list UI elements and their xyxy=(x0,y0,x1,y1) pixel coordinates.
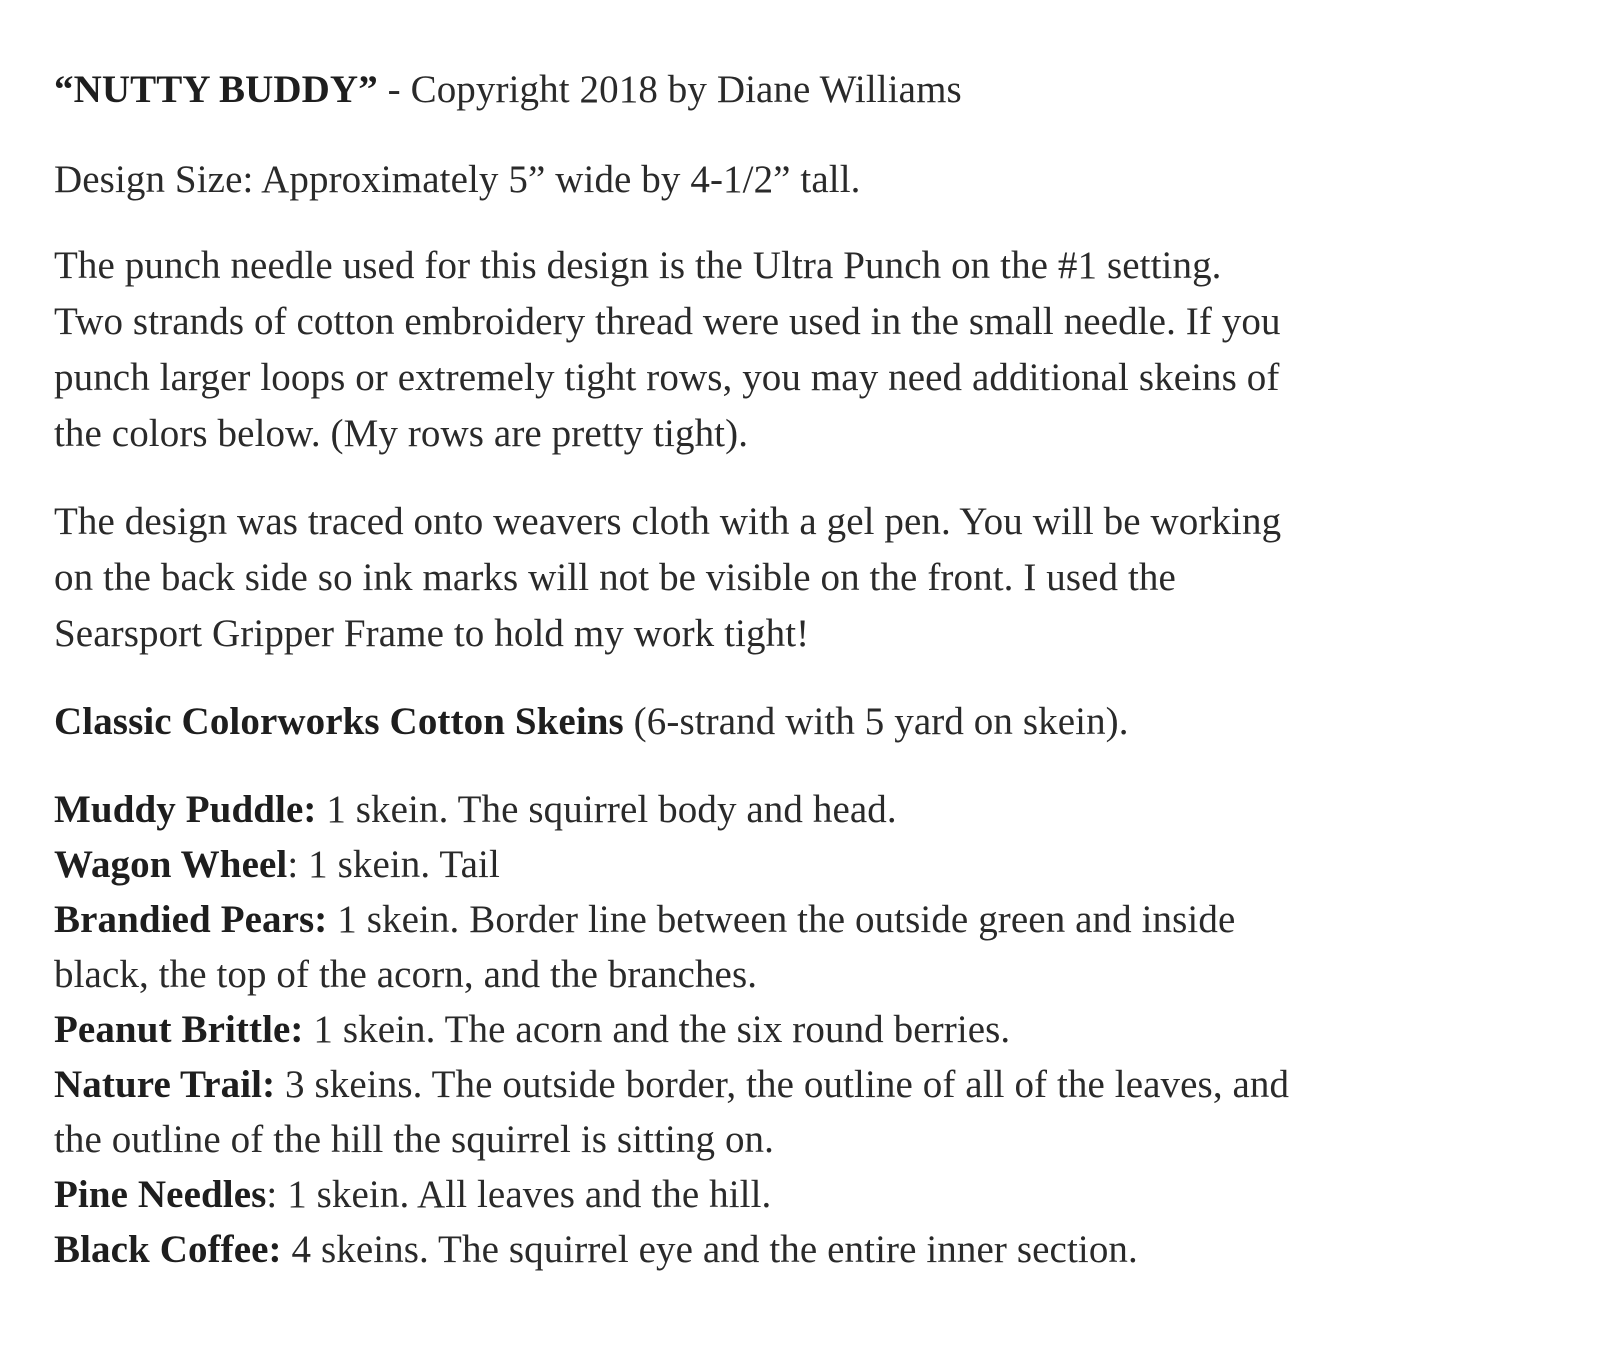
tracing-paragraph-line: Searsport Gripper Frame to hold my work tight! xyxy=(54,612,810,655)
color-usage: 1 skein. Border line between the outside green and inside xyxy=(327,898,1236,941)
skeins-heading-bold: Classic Colorworks Cotton Skeins xyxy=(54,700,624,743)
tracing-paragraph xyxy=(54,494,1554,662)
color-item-nature-trail xyxy=(54,1057,1554,1112)
color-item-black-coffee xyxy=(54,1222,1554,1277)
title-line xyxy=(54,62,1554,118)
color-usage: 4 skeins. The squirrel eye and the entire inner section. xyxy=(281,1228,1138,1271)
color-name: Pine Needles xyxy=(54,1173,267,1216)
skeins-heading-detail: (6-strand with 5 yard on skein). xyxy=(623,700,1129,743)
color-name: Muddy Puddle: xyxy=(54,788,317,831)
color-item-peanut-brittle xyxy=(54,1002,1554,1057)
tracing-paragraph-line: on the back side so ink marks will not be visible on the front. I used the xyxy=(54,556,1176,599)
color-usage: 3 skeins. The outside border, the outline of all of the leaves, and xyxy=(275,1063,1290,1106)
color-usage: 1 skein. The acorn and the six round berries. xyxy=(303,1008,1011,1051)
color-usage-continued: black, the top of the acorn, and the branches. xyxy=(54,953,758,996)
color-item-pine-needles xyxy=(54,1167,1554,1222)
color-list xyxy=(54,782,1554,1277)
color-usage-continued: the outline of the hill the squirrel is sitting on. xyxy=(54,1118,775,1161)
instruction-sheet xyxy=(54,62,1554,1277)
color-usage: : 1 skein. Tail xyxy=(287,843,500,886)
copyright-text: Copyright 2018 by Diane Williams xyxy=(410,68,962,111)
needle-paragraph-line: the colors below. (My rows are pretty tight). xyxy=(54,412,749,455)
tracing-paragraph-line: The design was traced onto weavers cloth with a gel pen. You will be working xyxy=(54,500,1282,543)
color-name: Brandied Pears: xyxy=(54,898,328,941)
color-name: Black Coffee: xyxy=(54,1228,282,1271)
pattern-title: “NUTTY BUDDY” xyxy=(54,68,378,111)
color-item-brandied-pears xyxy=(54,892,1554,947)
color-usage: : 1 skein. All leaves and the hill. xyxy=(266,1173,772,1216)
title-separator: - xyxy=(377,68,411,111)
color-item-wagon-wheel xyxy=(54,837,1554,892)
skeins-heading xyxy=(54,694,1554,750)
design-size: Design Size: Approximately 5” wide by 4-1/2” tall. xyxy=(54,158,861,201)
needle-paragraph-line: The punch needle used for this design is the Ultra Punch on the #1 setting. xyxy=(54,244,1222,287)
color-name: Nature Trail: xyxy=(54,1063,276,1106)
color-name: Peanut Brittle: xyxy=(54,1008,304,1051)
needle-paragraph-line: punch larger loops or extremely tight rows, you may need additional skeins of xyxy=(54,356,1280,399)
needle-paragraph xyxy=(54,238,1554,462)
needle-paragraph-line: Two strands of cotton embroidery thread were used in the small needle. If you xyxy=(54,300,1281,343)
color-usage: 1 skein. The squirrel body and head. xyxy=(316,788,897,831)
color-name: Wagon Wheel xyxy=(54,843,288,886)
color-item-muddy-puddle xyxy=(54,782,1554,837)
